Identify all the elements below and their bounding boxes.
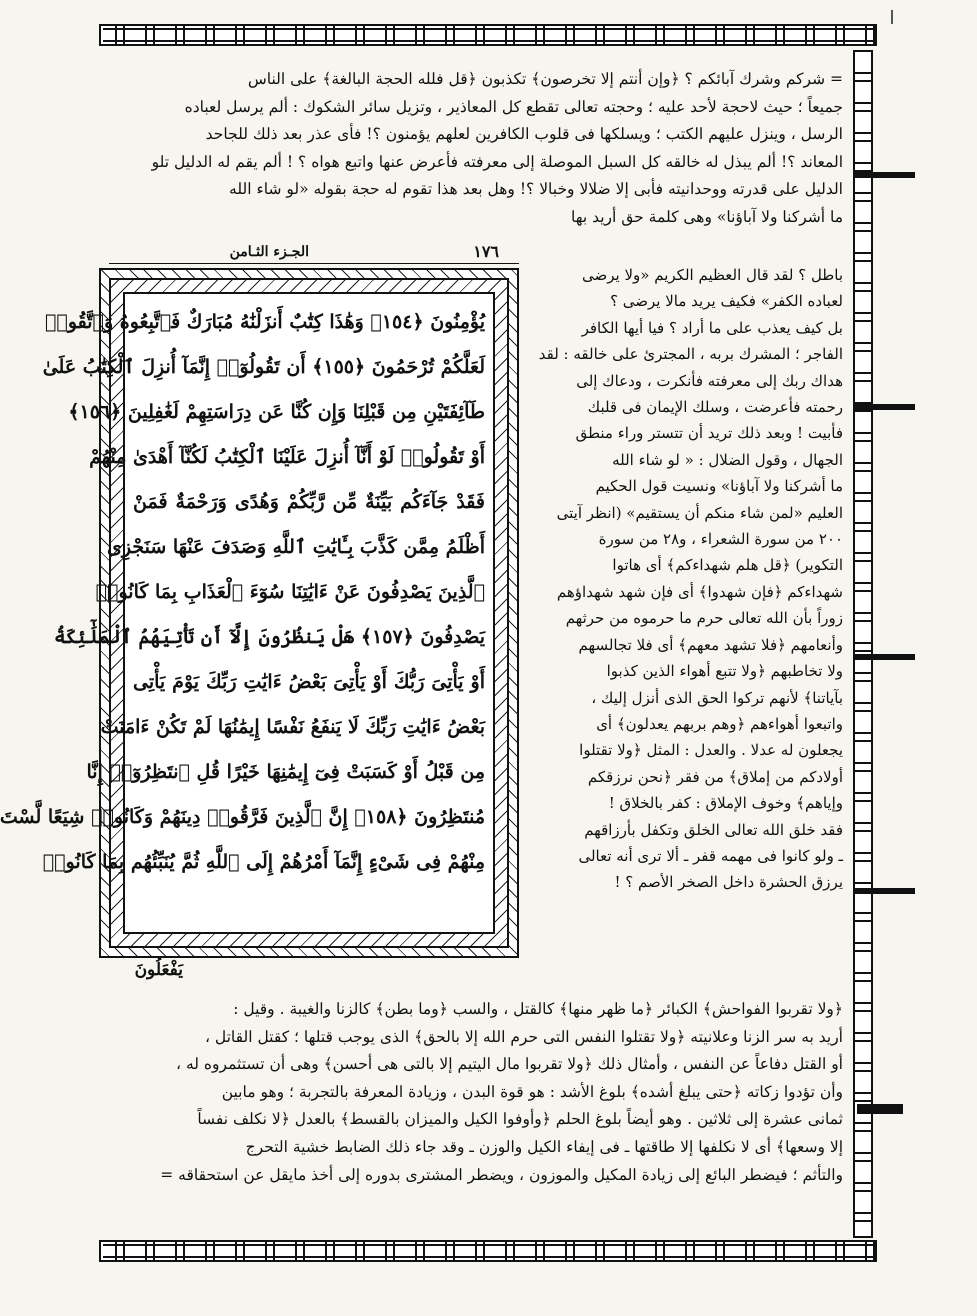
top-ornamental-border — [99, 24, 877, 46]
quran-line: أَوْ يَأْتِىَ رَبُّكَ أَوْ يَأْتِىَ بَعْضُ ءَايَٰتِ رَبِّكَ يَوْمَ يَأْتِى — [133, 671, 485, 693]
commentary-bottom-block — [101, 996, 843, 1189]
commentary-side-block — [533, 262, 843, 896]
header-rule — [109, 263, 519, 264]
text-line: زوراً بأن الله تعالى حرم ما حرموه من حرثهم — [565, 609, 843, 628]
quran-continuation-word: يَفْعَلُونَ — [134, 960, 183, 980]
text-line: فقد خلق الله تعالى الخلق وتكفل بأرزاقهم — [584, 820, 843, 839]
text-line: باطل ؟ لقد قال العظيم الكريم «ولا يرضى — [582, 266, 843, 284]
text-line: رحمته فأعرضت ، وسلك الإيمان فى قلبك — [587, 398, 843, 417]
text-line: جميعاً ؛ حيث لاحجة لأحد عليه ؛ وحجته تعالى تقطع كل المعاذير ، وتزيل سائر الشكوك : ألم يرسل لعباده — [184, 97, 843, 116]
text-line: أولادكم من إملاق﴾ من فقر ﴿نحن نرزقكم — [587, 767, 843, 786]
text-line: لعباده الكفر» فكيف يريد مالا يرضى ؟ — [610, 292, 843, 311]
text-line: العليم «لمن شاء منكم أن يستقيم» (انظر آيتى — [556, 503, 843, 522]
margin-tab-mark — [855, 888, 915, 894]
margin-tab-mark — [855, 654, 915, 660]
margin-tab-mark — [855, 172, 915, 178]
text-line: يجعلون له عدلا . والعدل : المثل ﴿ولا تقتلوا — [579, 741, 843, 760]
quran-line: ٱلَّذِينَ يَصْدِفُونَ عَنْ ءَايَٰتِنَا سُوٓءَ ٱلْعَذَابِ بِمَا كَانُوا۟ — [95, 581, 485, 603]
quran-line: طَآئِفَتَيْنِ مِن قَبْلِنَا وَإِن كُنَّا عَن دِرَاسَتِهِمْ لَغَٰفِلِينَ ﴿١٥٦﴾ — [68, 401, 485, 423]
text-line: الدليل على قدرته ووحدانيته فأبى إلا ضلالا وخبالا ؟! وهل بعد هذا تقوم له حجة بقوله «لو شاء الله — [229, 180, 843, 198]
text-line: ثمانى عشرة إلى ثلاثين . وهو أيضاً بلوغ الحلم ﴿وأوفوا الكيل والميزان بالقسط﴾ بالعدل ﴿لا نكلف نفساً — [197, 1110, 843, 1129]
text-line: هداك ربك إلى معرفته فأنكرت ، ودعاك إلى — [576, 371, 843, 390]
text-line: بآياتنا﴾ لأنهم تركوا الحق الذى أنزل إليك ، — [591, 688, 843, 707]
corner-tick-mark — [891, 10, 893, 24]
text-line: ولا تخاطبهم ﴿ولا تتبع أهواء الذين كذبوا — [606, 662, 843, 681]
text-line: ﴿ولا تقربوا الفواحش﴾ الكبائر ﴿ما ظهر منها﴾ كالقتل ، والسب ﴿وما بطن﴾ كالزنا والغيبة . وقيل : — [233, 1000, 843, 1018]
bottom-ornamental-border — [99, 1240, 877, 1262]
text-line: أريد به سر الزنا وعلانيته ﴿ولا تقتلوا النفس التى حرم الله إلا بالحق﴾ الذى يوجب قتلها ؛ كقتل القاتل ، — [204, 1027, 843, 1046]
text-line: المعاند ؟! ألم يبذل له خالقه كل السبل الموصلة إلى معرفته فأعرض عنها واتبع هواه ؟ ! ألم يقم له الدليل تلو — [151, 152, 843, 171]
text-line: واتبعوا أهواءهم ﴿وهم بربهم يعدلون﴾ أى — [596, 714, 843, 733]
page-number: ١٧٦ — [473, 242, 499, 261]
quran-line: أَظْلَمُ مِمَّن كَذَّبَ بِـَٔايَٰتِ ٱللَّهِ وَصَدَفَ عَنْهَا سَنَجْزِى — [106, 536, 485, 558]
quran-line: يُؤْمِنُونَ ﴿١٥٤﴾ وَهَٰذَا كِتَٰبٌ أَنزَلْنَٰهُ مُبَارَكٌ فَٱتَّبِعُوهُ وَٱتَّقُوا۟ — [45, 311, 485, 333]
text-line: الفاجر ؛ المشرك بربه ، المجترئ على خالقه : لقد — [538, 345, 843, 364]
quran-line: مِن قَبْلُ أَوْ كَسَبَتْ فِىٓ إِيمَٰنِهَا خَيْرًا قُلِ ٱنتَظِرُوٓا۟ إِنَّا — [86, 761, 485, 783]
text-line: = شركم وشرك آبائكم ؟ ﴿وإن أنتم إلا تخرصون﴾ تكذبون ﴿قل فلله الحجة البالغة﴾ على الناس — [247, 70, 843, 88]
text-line: الرسل ، وينزل عليهم الكتب ؛ ويسلكها فى قلوب الكافرين لعلهم يؤمنون ؟! فأى عذر بعد ذلك للجاحد — [205, 125, 843, 143]
text-line: يرزق الحشرة داخل الصخر الأصم ؟ ! — [614, 873, 843, 892]
quran-line: لَعَلَّكُمْ تُرْحَمُونَ ﴿١٥٥﴾ أَن تَقُولُوٓا۟ إِنَّمَآ أُنزِلَ ٱلْكِتَٰبُ عَلَىٰ — [42, 356, 485, 378]
text-line: فأبيت ! وبعد ذلك تريد أن تتستر وراء منطق — [575, 424, 843, 443]
text-line: بل كيف يعذب على ما أراد ؟ فيا أيها الكافر — [581, 318, 843, 337]
text-line: الجهال ، وقول الضلال : « لو شاء الله — [612, 450, 843, 469]
commentary-top-block — [101, 66, 843, 231]
text-line: التكوير) ﴿قل هلم شهداءكم﴾ أى هاتوا — [612, 556, 843, 575]
right-ornamental-border — [853, 50, 873, 1238]
margin-tab-mark — [857, 1104, 903, 1114]
quran-line: فَقَدْ جَآءَكُم بَيِّنَةٌ مِّن رَّبِّكُمْ وَهُدًى وَرَحْمَةٌ فَمَنْ — [133, 491, 485, 513]
page-header — [109, 242, 519, 264]
text-line: ما أشركنا ولا آباؤنا» وهى كلمة حق أريد بها — [570, 207, 843, 226]
text-line: والتأثم ؛ فيضطر البائع إلى زيادة المكيل والموزون ، ويضطر المشترى بدوره إلى أخذ مايقل عن استحقاقه = — [160, 1165, 843, 1184]
text-line: وإياهم﴾ وخوف الإملاق : كفر بالخلاق ! — [608, 794, 843, 813]
text-line: إلا وسعها﴾ أى لا نكلفها إلا طاقتها ـ فى إيفاء الكيل والوزن ـ وقد جاء ذلك الضابط خشية التحرج — [245, 1137, 843, 1156]
text-line: ما أشركنا ولا آباؤنا» ونسيت قول الحكيم — [595, 477, 843, 496]
text-line: وأن تؤدوا زكاته ﴿حتى يبلغ أشده﴾ بلوغ الأشد : هو قوة البدن ، وزيادة المعرفة بالتجربة ؛ وهو مابين — [221, 1082, 843, 1101]
quran-text-panel — [0, 292, 495, 934]
text-line: ٢٠٠ من سورة الشعراء ، و٢٨ من سورة — [598, 530, 843, 549]
text-line: وأنعامهم ﴿فلا تشهد معهم﴾ أى فلا تجالسهم — [578, 635, 843, 654]
quran-line: مِنْهُمْ فِى شَىْءٍ إِنَّمَآ أَمْرُهُمْ إِلَى ٱللَّهِ ثُمَّ يُنَبِّئُهُم بِمَا كَانُوا۟ — [42, 851, 485, 873]
quran-line: أَوْ تَقُولُوا۟ لَوْ أَنَّآ أُنزِلَ عَلَيْنَا ٱلْكِتَٰبُ لَكُنَّآ أَهْدَىٰ مِنْهُمْ — [89, 446, 485, 468]
text-line: شهداءكم ﴿فإن شهدوا﴾ أى فإن شهد شهداؤهم — [556, 582, 843, 601]
margin-tab-mark — [855, 404, 915, 410]
text-line: أو القتل دفاعاً عن النفس ، وأمثال ذلك ﴿ولا تقربوا مال اليتيم إلا بالتى هى أحسن﴾ وهى أن تستثمروه له ، — [176, 1055, 843, 1074]
quran-line: يَصْدِفُونَ ﴿١٥٧﴾ هَلْ يَنظُرُونَ إِلَّآ أَن تَأْتِيَهُمُ ٱلْمَلَٰٓئِكَةُ — [54, 626, 485, 648]
text-line: ـ ولو كانوا فى مهمه قفر ـ ألا ترى أنه تعالى — [578, 846, 843, 865]
quran-line: مُنتَظِرُونَ ﴿١٥٨﴾ إِنَّ ٱلَّذِينَ فَرَّقُوا۟ دِينَهُمْ وَكَانُوا۟ شِيَعًا لَّسْتَ — [0, 806, 485, 828]
quran-line: بَعْضُ ءَايَٰتِ رَبِّكَ لَا يَنفَعُ نَفْسًا إِيمَٰنُهَا لَمْ تَكُنْ ءَامَنَتْ — [100, 716, 485, 738]
quran-frame-border — [0, 278, 509, 948]
quran-frame — [0, 268, 519, 958]
part-label: الجـزء الثـامن — [229, 244, 309, 260]
